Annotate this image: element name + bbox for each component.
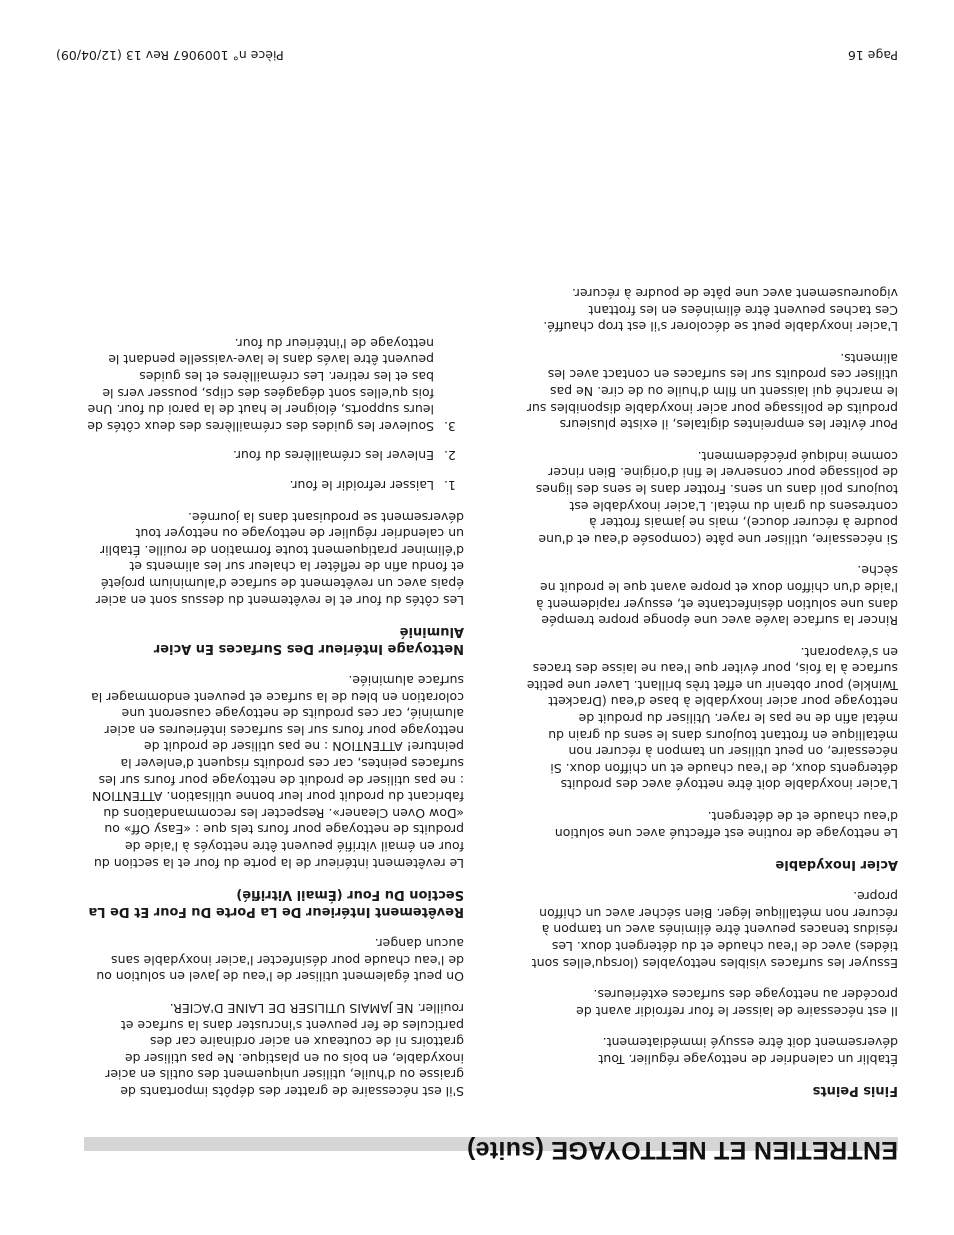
section-finis-peints [520,888,898,1099]
paragraph: Établir un calendrier de nettoyage régulier. Tout déversement doit être essuyé immédiatement. [598,1035,898,1067]
list-item: 1. Laisser refroidir le four. [86,476,440,493]
list-item: 2. Enlever les crémaillères du four. [86,447,440,464]
part-number: Pièce n° 1009067 Rev 13 (12/04/09) [56,48,284,63]
left-column [520,269,898,1099]
heading-finis-peints: Finis Peints [812,1083,898,1098]
paragraph: Pour éviter les empreintes digitales, il existe plusieurs produits de polissage pour acier inoxydable disponibles sur le marché qui laissent un film d'huile ou de cire. Ne pas utiliser ces produits sur les surfaces en contact avec les aliments. [526,350,898,433]
list-item: 3. Soulever les guides des crémaillères des deux côtés de leurs supports, éloigner le haut de la paroi du four. Une fois qu'elles sont dégagées des clips, pousser vers le bas et les retirer. Les crémaillères et les guides peuvent être lavés dans le lave-vaisselle pendant le nettoyage de l'intérieur du four. [86,334,440,434]
paragraph: L'acier inoxydable peut se décolorer s'il est trop chauffé. Ces taches peuvent être éliminées en les frottant vigoureusement avec une pâte de poudre à récurer. [543,286,898,335]
heading-acier-aluminie: Nettoyage Intérieur Des Surfaces En Acier Aluminié [153,623,464,656]
paragraph: Les côtés du four et le revêtement du dessus sont en acier épais avec un revêtement de surface d'aluminium projeté et fondu afin de refléter la chaleur sur les aliments et d'éliminer pratiquement toute formation de rouille. Établir un calendrier régulier de nettoyage ou nettoyer tout déversement se produisant dans la journée. [95,509,464,608]
paragraph: On peut également utiliser de l'eau de Javel en solution ou de l'eau chaude pour désinfecter l'acier inoxydable sans aucun danger. [96,936,464,985]
paragraph: Le revêtement intérieur de la porte du four et la section du four en émail vitrifié peuvent être nettoyés à l'aide de produits de nettoyage pour fours tels que : «Easy Off» ou «Dow Oven Cleaner». Respecter les recommandations du fabricant du produit pour leur bonne utilisation. ATTENTION : ne pas utiliser de produit de nettoyage pour fours sur les surfaces peintes, car ces produits risquent d'enlever la peinture! ATTENTION : ne pas utiliser de produit de nettoyage pour fours sur les surfaces intérieures en acier aluminié, car ces produits de nettoyage causeront une coloration en bleu de la surface et peuvent endommager la surface aluminiée. [91,673,464,871]
paragraph: Si nécessaire, utiliser une pâte (composée d'eau et d'une poudre à récurer douce), mais ne jamais frotter à contresens du grain du métal. L'acier inoxydable est toujours poli dans un sens. Frotter dans le sens des lignes de polissage pour conserver le fini d'origine. Bien rincer comme indiqué précédemment. [535,448,898,547]
section-acier-aluminie [86,334,464,656]
paragraph: L'acier inoxydable doit être nettoyé avec des produits détergents doux, de l'eau chaude et un chiffon doux. Si nécessaire, on peut utiliser un tampon à récurer non métallique en frottant toujours dans le sens du grain du métal afin de ne pas le rayer. Utiliser du produit de nettoyage pour acier inoxydable à base d'eau (Drackett Twinkle) pour obtenir un effet très brillant. Laver une petite surface à la fois, pour éviter que l'eau ne laisse des traces en s'évaporant. [526,644,898,793]
section-email-vitrifie [86,672,464,920]
page-title: ENTRETIEN ET NETTOYAGE (suite) [466,1136,898,1164]
page-number: Page 16 [847,48,898,63]
paragraph: Rincer la surface lavée avec une éponge propre trempée dans une solution désinfectante et, essuyer rapidement à l'aide d'un chiffon doux et propre avant que le produit ne sèche. [535,563,898,629]
heading-email-vitrifie: Revêtement Intérieur De La Porte Du Four Et De La Section Du Four (Émail Vitrifié) [88,886,464,919]
paragraph: S'il est nécessaire de gratter des dépôts importants de graisse ou d'huile, utiliser uniquement des outils en acier inoxydable, en bois ou en plastique. Ne pas utiliser de grattoirs ni de couteaux en acier ordinaire car des particules de fer peuvent s'incruster dans la surface et rouiller. NE JAMAIS UTILISER DE LAINE D'ACIER. [105,1001,464,1099]
paragraph: Le nettoyage de routine est effectué avec une solution d'eau chaude et de détergent. [554,809,898,841]
page-header [84,1113,898,1165]
paragraph: Il est nécessaire de laisser le four refroidir avant de procéder au nettoyage des surfaces extérieures. [576,987,898,1019]
paragraph: Essuyer les surfaces visibles nettoyables (lorsqu'elles sont tiédes) avec de l'eau chaude et du détergent doux. Les résidus tenaces peuvent être éliminés avec un tampon à récurer non métallique léger. Bien sécher avec un chiffon propre. [531,889,898,971]
right-column [86,321,464,1099]
section-acier-inoxydable [520,284,898,872]
cleaning-steps-list [86,334,464,493]
heading-acier-inoxydable: Acier Inoxydable [775,856,898,872]
